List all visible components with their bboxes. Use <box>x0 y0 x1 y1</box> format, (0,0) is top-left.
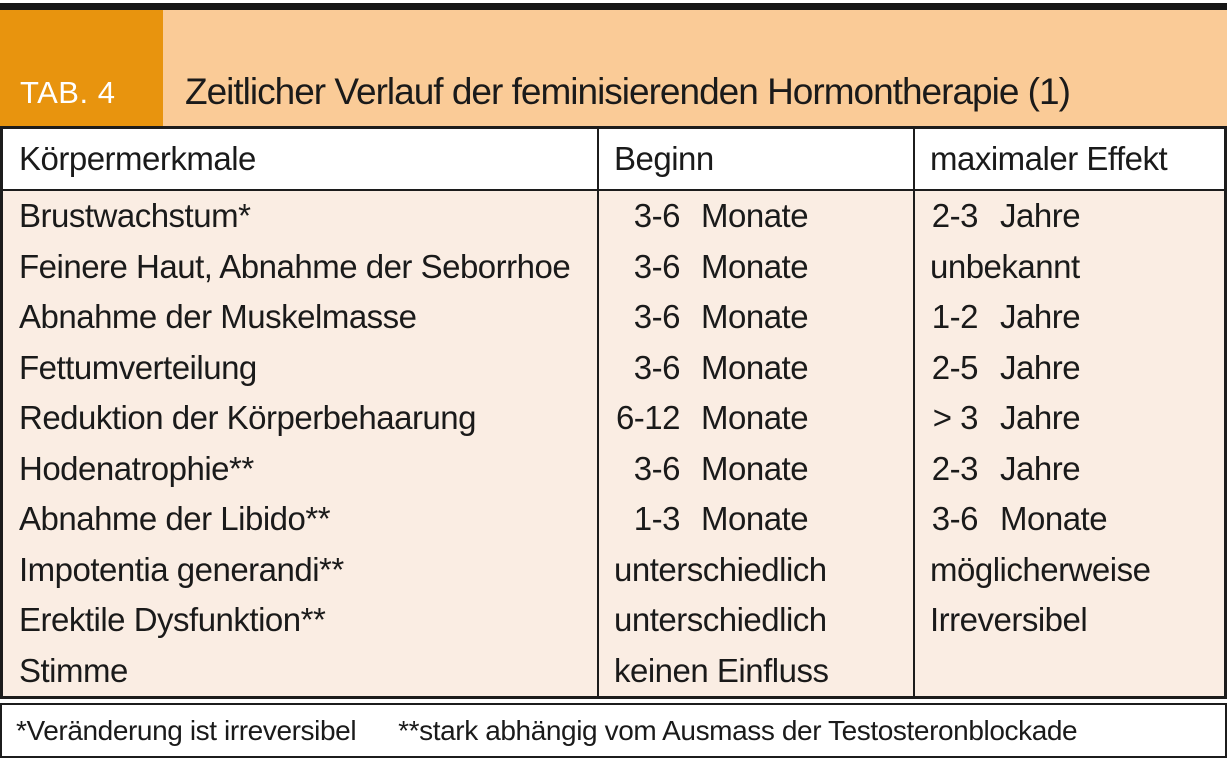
beginn-unit: Monate <box>701 298 809 336</box>
beginn-cell <box>597 343 913 394</box>
effekt-unit: Jahre <box>1000 399 1081 437</box>
beginn-cell <box>597 545 913 596</box>
figure-title: Zeitlicher Verlauf der feminisierenden Hormontherapie (1) <box>185 71 1070 112</box>
effekt-unit: Monate <box>1000 500 1108 538</box>
merkmal-cell: Reduktion der Körperbehaarung <box>3 393 597 444</box>
beginn-text: unterschiedlich <box>614 601 827 639</box>
beginn-range: 6-12 <box>615 399 680 437</box>
merkmal-cell: Brustwachstum* <box>3 191 597 242</box>
effekt-unit: Jahre <box>1000 348 1081 386</box>
beginn-cell <box>597 595 913 646</box>
beginn-unit: Monate <box>701 449 809 487</box>
effekt-range: > 3 <box>932 399 978 437</box>
effekt-cell <box>913 292 1224 343</box>
merkmal-cell: Feinere Haut, Abnahme der Seborrhoe <box>3 242 597 293</box>
beginn-unit: Monate <box>701 247 809 285</box>
beginn-range: 3-6 <box>633 348 680 386</box>
beginn-range: 3-6 <box>633 449 680 487</box>
footnote-bar <box>0 703 1227 758</box>
effekt-cell <box>913 444 1224 495</box>
merkmal-cell: Hodenatrophie** <box>3 444 597 495</box>
top-rule <box>0 3 1227 10</box>
beginn-unit: Monate <box>701 348 809 386</box>
beginn-cell <box>597 494 913 545</box>
beginn-cell <box>597 292 913 343</box>
effekt-cell <box>913 343 1224 394</box>
effekt-range: 2-3 <box>931 449 978 487</box>
column-header-beginn: Beginn <box>597 129 913 191</box>
effekt-cell <box>913 191 1224 242</box>
beginn-text: keinen Einfluss <box>614 651 829 689</box>
column-header-merkmale: Körpermerkmale <box>3 129 597 191</box>
beginn-cell <box>597 191 913 242</box>
beginn-cell <box>597 444 913 495</box>
effekt-unit: Jahre <box>1000 298 1081 336</box>
effekt-unit: Jahre <box>1000 197 1081 235</box>
effekt-range: 2-5 <box>931 348 978 386</box>
tab-label: TAB. 4 <box>20 75 116 110</box>
effekt-cell <box>913 545 1224 596</box>
tab-number-box <box>0 10 163 126</box>
effekt-text: unbekannt <box>930 247 1080 285</box>
beginn-unit: Monate <box>701 399 809 437</box>
beginn-text: unterschiedlich <box>614 550 827 588</box>
beginn-cell <box>597 393 913 444</box>
effekt-text: möglicherweise <box>930 550 1151 588</box>
figure-title-band <box>163 10 1227 126</box>
merkmal-cell: Fettumverteilung <box>3 343 597 394</box>
effekt-range: 1-2 <box>931 298 978 336</box>
merkmal-cell: Erektile Dysfunktion** <box>3 595 597 646</box>
beginn-range: 3-6 <box>633 298 680 336</box>
merkmal-cell: Stimme <box>3 646 597 697</box>
effekt-cell <box>913 242 1224 293</box>
effekt-cell <box>913 646 1224 697</box>
beginn-range: 3-6 <box>633 247 680 285</box>
effekt-range: 3-6 <box>931 500 978 538</box>
merkmal-cell: Abnahme der Muskelmasse <box>3 292 597 343</box>
figure-header <box>0 10 1227 126</box>
footnote-irreversibel: *Veränderung ist irreversibel <box>16 714 357 746</box>
effekt-text: Irreversibel <box>930 601 1088 639</box>
hormone-therapy-table <box>0 126 1227 699</box>
beginn-unit: Monate <box>701 500 809 538</box>
merkmal-cell: Abnahme der Libido** <box>3 494 597 545</box>
effekt-cell <box>913 393 1224 444</box>
effekt-range: 2-3 <box>931 197 978 235</box>
beginn-range: 1-3 <box>633 500 680 538</box>
effekt-cell <box>913 494 1224 545</box>
beginn-cell <box>597 242 913 293</box>
column-header-max-effekt: maximaler Effekt <box>913 129 1224 191</box>
beginn-unit: Monate <box>701 197 809 235</box>
merkmal-cell: Impotentia generandi** <box>3 545 597 596</box>
effekt-cell <box>913 595 1224 646</box>
beginn-cell <box>597 646 913 697</box>
beginn-range: 3-6 <box>633 197 680 235</box>
footnote-testosteronblockade: **stark abhängig vom Ausmass der Testosteronblockade <box>398 714 1078 746</box>
effekt-unit: Jahre <box>1000 449 1081 487</box>
